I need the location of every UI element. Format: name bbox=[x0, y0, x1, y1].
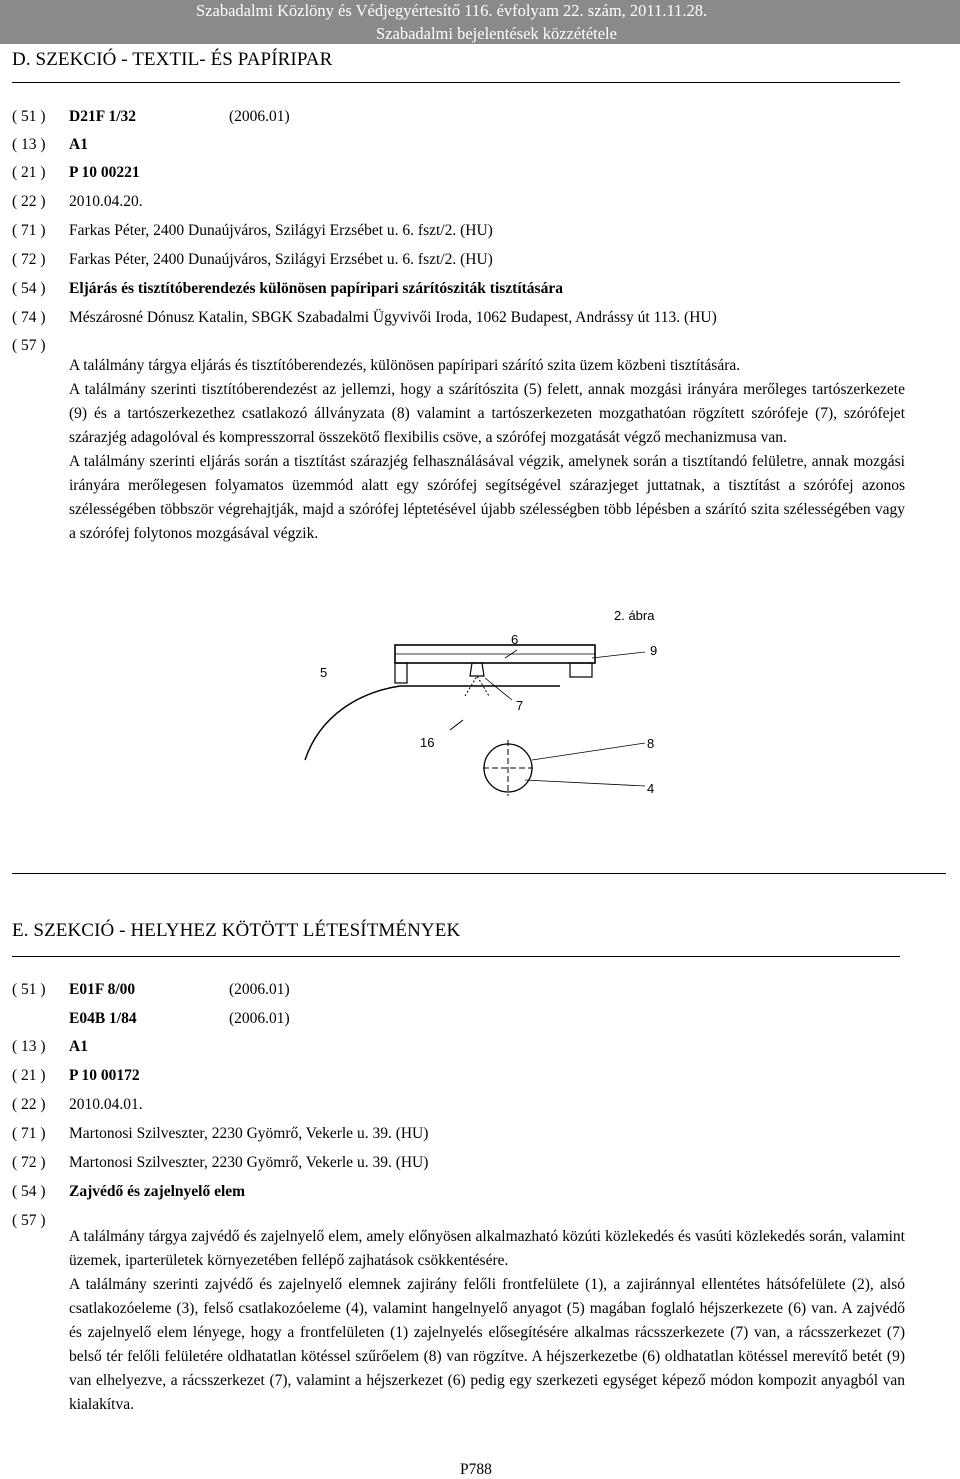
section-separator bbox=[12, 873, 946, 874]
field-code: ( 13 ) bbox=[12, 136, 46, 153]
field-date: (2006.01) bbox=[229, 981, 290, 998]
abstract-paragraph: A találmány tárgya zajvédő és zajelnyelő elem, amely előnyösen alkalmazható közúti közlekedés és vasúti közlekedés során, valamint üzemek, iparterületek környezetében fellépő zajhatások csökkentésére. bbox=[69, 1228, 905, 1269]
section-d-field-71 bbox=[12, 221, 493, 241]
field-code: ( 54 ) bbox=[12, 280, 46, 297]
field-date: (2006.01) bbox=[229, 1010, 290, 1027]
field-value: D21F 1/32 bbox=[69, 108, 137, 125]
spray-nozzle bbox=[470, 663, 484, 676]
section-e-field-13 bbox=[12, 1037, 88, 1057]
field-code: ( 21 ) bbox=[12, 1067, 46, 1084]
field-value: Martonosi Szilveszter, 2230 Gyömrő, Vekerle u. 39. (HU) bbox=[69, 1154, 429, 1171]
abstract-paragraph: A találmány szerinti eljárás során a tisztítást szárazjég felhasználásával végzik, amelynek során a tisztítandó felületre, annak mozgási irányára merőlegesen folyamatos üzemmód alatt egy szórófej segítségével szárazjeget juttatnak, a tisztítást a szórófej azonos szélességében többször végrehajtják, majd a szórófej léptetésével újabb szélességben több lépésben a szárító szita szélességében vagy a szórófej folytonos mozgásával végzik. bbox=[69, 453, 905, 542]
field-code: ( 21 ) bbox=[12, 164, 46, 181]
field-value: Mészárosné Dónusz Katalin, SBGK Szabadalmi Ügyvivői Iroda, 1062 Budapest, Andrássy út 113. (HU) bbox=[69, 309, 717, 326]
field-value: A1 bbox=[69, 136, 88, 153]
section-e-field-51b bbox=[12, 1009, 290, 1029]
journal-title: Szabadalmi Közlöny és Védjegyértesítő 116. évfolyam 22. szám, 2011.11.28. bbox=[196, 1, 708, 20]
section-d-rule bbox=[12, 82, 900, 83]
figure-label: 4 bbox=[647, 781, 655, 796]
patent-figure-drying-screen-cleaner bbox=[300, 600, 680, 810]
field-value: Farkas Péter, 2400 Dunaújváros, Szilágyi Erzsébet u. 6. fszt/2. (HU) bbox=[69, 222, 493, 239]
field-code: ( 71 ) bbox=[12, 222, 46, 239]
field-code: ( 72 ) bbox=[12, 1154, 46, 1171]
section-d-field-21 bbox=[12, 163, 140, 183]
field-value: E01F 8/00 bbox=[69, 981, 136, 998]
field-date: (2006.01) bbox=[229, 108, 290, 125]
section-d-title: D. SZEKCIÓ - TEXTIL- ÉS PAPÍRIPAR bbox=[12, 49, 333, 70]
journal-subtitle: Szabadalmi bejelentések közzététele bbox=[376, 24, 617, 43]
figure-label: 7 bbox=[516, 698, 524, 713]
section-d-field-22 bbox=[12, 192, 143, 212]
field-value: Eljárás és tisztítóberendezés különösen papíripari szárítósziták tisztítására bbox=[69, 280, 563, 297]
abstract-paragraph: A találmány tárgya eljárás és tisztítóberendezés, különösen papíripari szárító szita üzem közbeni tisztítására. bbox=[69, 357, 741, 374]
section-d-field-57 bbox=[12, 336, 69, 356]
section-d-field-51 bbox=[12, 107, 290, 127]
field-value: 2010.04.01. bbox=[69, 1096, 143, 1113]
arrow-16 bbox=[450, 720, 463, 730]
section-e-rule bbox=[12, 956, 900, 957]
leader-7 bbox=[485, 678, 512, 700]
section-d-field-72 bbox=[12, 250, 493, 270]
leader-4 bbox=[525, 780, 645, 786]
section-d-abstract bbox=[69, 354, 905, 546]
figure-label: 6 bbox=[511, 632, 519, 647]
field-value: Martonosi Szilveszter, 2230 Gyömrő, Vekerle u. 39. (HU) bbox=[69, 1125, 429, 1142]
field-code: ( 54 ) bbox=[12, 1183, 46, 1200]
section-e-field-22 bbox=[12, 1095, 143, 1115]
section-e-title: E. SZEKCIÓ - HELYHEZ KÖTÖTT LÉTESÍTMÉNYEK bbox=[12, 920, 461, 941]
section-e-field-57 bbox=[12, 1211, 69, 1231]
section-e-field-71 bbox=[12, 1124, 428, 1144]
field-code: ( 71 ) bbox=[12, 1125, 46, 1142]
figure-caption: 2. ábra bbox=[614, 608, 655, 623]
field-code: ( 51 ) bbox=[12, 108, 46, 125]
field-value: P 10 00221 bbox=[69, 164, 140, 181]
field-value: A1 bbox=[69, 1038, 88, 1055]
page-number: P788 bbox=[460, 1461, 492, 1478]
field-code: ( 57 ) bbox=[12, 1212, 46, 1229]
field-code: ( 13 ) bbox=[12, 1038, 46, 1055]
field-value: E04B 1/84 bbox=[69, 1010, 137, 1027]
field-code: ( 22 ) bbox=[12, 1096, 46, 1113]
section-e-field-54 bbox=[12, 1182, 245, 1202]
abstract-paragraph: A találmány szerinti tisztítóberendezést az jellemzi, hogy a szárítószita (5) felett, annak mozgási irányára merőleges tartószerkezete (9) és a tartószerkezethez csatlakozó állványzata (8) valamint a tartószerkezeten mozgathatóan rögzített szórófeje (7), szórófejet szárazjég adagolóval és kompresszorral összekötő flexibilis csöve, a szórófej mozgatását végző mechanizmusa van. bbox=[69, 381, 905, 446]
field-value: Zajvédő és zajelnyelő elem bbox=[69, 1183, 246, 1200]
section-e-field-21 bbox=[12, 1066, 140, 1086]
section-e-field-51 bbox=[12, 980, 290, 1000]
figure-label: 8 bbox=[647, 736, 655, 751]
leader-8 bbox=[532, 743, 645, 760]
section-d-field-54 bbox=[12, 279, 563, 299]
field-code: ( 51 ) bbox=[12, 981, 46, 998]
section-d-field-13 bbox=[12, 135, 88, 155]
figure-label: 9 bbox=[650, 643, 658, 658]
abstract-paragraph: A találmány szerinti zajvédő és zajelnyelő elemnek zajirány felőli frontfelülete (1), a zajiránnyal ellentétes hátsófelülete (2), alsó csatlakozóeleme (3), felső csatlakozóeleme (4), valamint hangelnyelő anyagot (5) magában foglaló héjszerkezete (6) van. A zajvédő és zajelnyelő elem lényege, hogy a frontfelületen (1) zajelnyelés elősegítésére alkalmas rácsszerkezete (7) van, a rácsszerkezet (7) belső tér felőli felületére oldhatatlan kötéssel szűrőelem (8) van rögzítve. A héjszerkezetbe (6) oldhatatlan kötéssel merevítő betét (9) van elhelyezve, a rácsszerkezet (7), valamint a héjszerkezet (6) pedig egy szerkezeti egységet képező módon kompozit anyagból van kialakítva. bbox=[69, 1276, 905, 1413]
frame-leg-left bbox=[395, 663, 407, 683]
drying-screen-outline bbox=[305, 686, 470, 760]
section-d-field-74 bbox=[12, 308, 717, 328]
field-value: Farkas Péter, 2400 Dunaújváros, Szilágyi Erzsébet u. 6. fszt/2. (HU) bbox=[69, 251, 493, 268]
field-value: 2010.04.20. bbox=[69, 193, 143, 210]
figure-label: 16 bbox=[420, 735, 435, 750]
field-code: ( 57 ) bbox=[12, 337, 46, 354]
figure-label: 5 bbox=[320, 665, 328, 680]
field-value: P 10 00172 bbox=[69, 1067, 140, 1084]
leader-9 bbox=[592, 652, 645, 658]
field-code: ( 72 ) bbox=[12, 251, 46, 268]
field-code: ( 22 ) bbox=[12, 193, 46, 210]
frame-leg-right bbox=[570, 663, 592, 677]
section-e-abstract bbox=[69, 1225, 905, 1417]
field-code: ( 74 ) bbox=[12, 309, 46, 326]
section-e-field-72 bbox=[12, 1153, 428, 1173]
